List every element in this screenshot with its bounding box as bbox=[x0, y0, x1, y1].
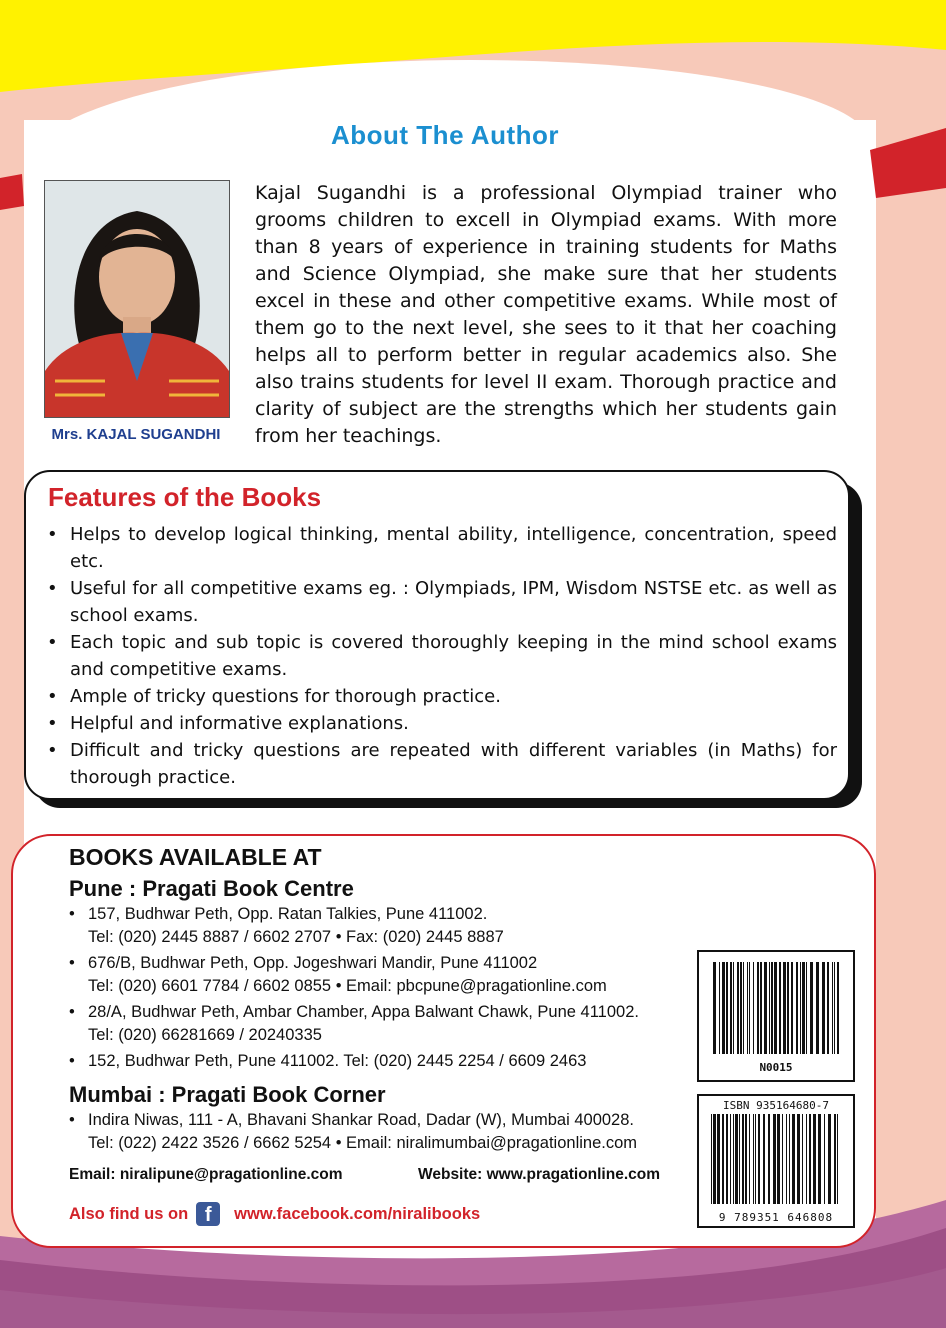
barcode-bar bbox=[722, 1114, 724, 1204]
barcode-bar bbox=[827, 962, 829, 1054]
feature-text: Each topic and sub topic is covered thoroughly keeping in the mind school exams and competitive exams. bbox=[70, 632, 837, 680]
barcode-bar bbox=[722, 962, 725, 1054]
barcode-bar bbox=[711, 1114, 712, 1204]
author-photo bbox=[44, 180, 230, 418]
feature-item bbox=[45, 710, 837, 737]
barcode-bar bbox=[730, 1114, 731, 1204]
isbn-label: ISBN 935164680-7 bbox=[723, 1099, 829, 1112]
barcode-bars bbox=[713, 962, 839, 1054]
isbn-digits: 9 789351 646808 bbox=[718, 1211, 834, 1224]
barcode-bar bbox=[713, 962, 716, 1054]
barcode-bar bbox=[802, 962, 805, 1054]
feature-text: Helpful and informative explanations. bbox=[70, 713, 409, 734]
about-author-title: About The Author bbox=[331, 120, 559, 150]
barcode-bar bbox=[760, 962, 762, 1054]
barcode-bar bbox=[783, 962, 786, 1054]
barcode-bar bbox=[726, 1114, 728, 1204]
barcode-bar bbox=[737, 962, 739, 1054]
barcode-bar bbox=[717, 1114, 720, 1204]
barcode-bar bbox=[755, 1114, 756, 1204]
barcode-bar bbox=[773, 1114, 776, 1204]
bullet-icon: • bbox=[69, 905, 75, 923]
barcode-bar bbox=[753, 1114, 754, 1204]
barcode-bar bbox=[774, 962, 777, 1054]
barcode-bar bbox=[768, 1114, 770, 1204]
feature-item bbox=[45, 629, 837, 683]
bullet-icon: • bbox=[47, 686, 58, 707]
barcode-bar bbox=[818, 1114, 821, 1204]
availability-heading: BOOKS AVAILABLE AT bbox=[69, 844, 322, 870]
bullet-icon: • bbox=[47, 713, 58, 734]
barcode-bar bbox=[758, 1114, 760, 1204]
feature-text: Helps to develop logical thinking, mental ability, intelligence, concentration, speed etc. bbox=[70, 524, 837, 572]
barcode-bar bbox=[837, 1114, 838, 1204]
pune-address-list bbox=[69, 903, 689, 1073]
barcode-bar bbox=[789, 1114, 790, 1204]
barcode-bar bbox=[733, 1114, 734, 1204]
barcode-bar bbox=[806, 1114, 807, 1204]
barcode-bar bbox=[832, 962, 833, 1054]
contact-email[interactable]: Email: niralipune@pragationline.com bbox=[69, 1166, 343, 1183]
feature-text: Difficult and tricky questions are repeated with different variables (in Maths) for thorough practice. bbox=[70, 740, 837, 788]
features-title: Features of the Books bbox=[48, 482, 322, 512]
feature-text: Useful for all competitive exams eg. : Olympiads, IPM, Wisdom NSTSE etc. as well as school exams. bbox=[70, 578, 837, 626]
feature-item bbox=[45, 521, 837, 575]
barcode-bar bbox=[764, 962, 767, 1054]
feature-text: Ample of tricky questions for thorough practice. bbox=[70, 686, 501, 707]
barcode-bar bbox=[834, 962, 835, 1054]
barcode-bar bbox=[757, 962, 759, 1054]
address-entry bbox=[69, 1050, 689, 1073]
address-phone: Tel: (020) 2445 8887 / 6602 2707 • Fax: (020) 2445 8887 bbox=[88, 928, 504, 946]
barcode-label: N0015 bbox=[759, 1061, 793, 1074]
address-line: 157, Budhwar Peth, Opp. Ratan Talkies, Pune 411002. bbox=[88, 905, 488, 923]
bullet-icon: • bbox=[69, 1111, 75, 1129]
barcode-bar bbox=[735, 1114, 738, 1204]
bullet-icon: • bbox=[47, 632, 58, 653]
contact-website[interactable]: Website: www.pragationline.com bbox=[418, 1166, 661, 1183]
address-entry bbox=[69, 952, 689, 998]
barcode-bar bbox=[753, 962, 754, 1054]
feature-item bbox=[45, 737, 837, 791]
barcode-bar bbox=[745, 1114, 747, 1204]
barcode-bars bbox=[711, 1114, 841, 1204]
bullet-icon: • bbox=[47, 740, 58, 761]
barcode-bar bbox=[828, 1114, 831, 1204]
barcode-bar bbox=[797, 1114, 800, 1204]
author-bio: Kajal Sugandhi is a professional Olympiad trainer who grooms children to excell in Olympiad exams. With more than 8 years of experience in training students for Maths and Science Olympiad, she make sure that her students excel in these and other competitive exams. While most of them go to the next level, she sees to it that her coaching helps all to perform better in regular academics also. She also trains students for level II exam. Thorough practice and clarity of subject are the strengths which her students gain from her teachings. bbox=[255, 182, 837, 447]
bullet-icon: • bbox=[69, 1003, 75, 1021]
barcode-bar bbox=[743, 962, 744, 1054]
barcode-bar bbox=[834, 1114, 836, 1204]
barcode-bar bbox=[806, 962, 807, 1054]
barcode-bar bbox=[792, 1114, 795, 1204]
barcode-bar bbox=[739, 1114, 740, 1204]
barcode-bar bbox=[719, 962, 720, 1054]
barcode-bar bbox=[777, 1114, 780, 1204]
address-entry bbox=[69, 1001, 689, 1047]
facebook-row bbox=[69, 1201, 480, 1227]
barcode-bar bbox=[809, 1114, 811, 1204]
barcode-bar bbox=[824, 1114, 825, 1204]
barcode-bar bbox=[769, 962, 770, 1054]
barcode-bar bbox=[810, 962, 813, 1054]
pune-store-title: Pune : Pragati Book Centre bbox=[69, 876, 354, 901]
facebook-prefix: Also find us on bbox=[69, 1204, 189, 1223]
barcode-bar bbox=[726, 962, 728, 1054]
facebook-icon[interactable]: f bbox=[196, 1202, 220, 1226]
address-line: 28/A, Budhwar Peth, Ambar Chamber, Appa Balwant Chawk, Pune 411002. bbox=[88, 1003, 639, 1021]
feature-item bbox=[45, 683, 837, 710]
barcode-bar bbox=[796, 962, 798, 1054]
barcode-bar bbox=[730, 962, 732, 1054]
address-line: Indira Niwas, 111 - A, Bhavani Shankar Road, Dadar (W), Mumbai 400028. bbox=[88, 1111, 634, 1129]
barcode-n0015 bbox=[697, 950, 855, 1082]
address-phone: Tel: (020) 66281669 / 20240335 bbox=[88, 1026, 322, 1044]
bullet-icon: • bbox=[69, 1052, 75, 1070]
barcode-bar bbox=[749, 962, 750, 1054]
bullet-icon: • bbox=[47, 578, 58, 599]
barcode-bar bbox=[782, 1114, 783, 1204]
bullet-icon: • bbox=[47, 524, 58, 545]
barcode-bar bbox=[813, 1114, 816, 1204]
barcode-bar bbox=[822, 962, 825, 1054]
isbn-barcode bbox=[697, 1094, 855, 1228]
barcode-bar bbox=[713, 1114, 716, 1204]
barcode-bar bbox=[787, 962, 789, 1054]
address-line: 676/B, Budhwar Peth, Opp. Jogeshwari Mandir, Pune 411002 bbox=[88, 954, 538, 972]
mumbai-address-list bbox=[69, 1109, 689, 1155]
address-phone: Tel: (020) 6601 7784 / 6602 0855 • Email: pbcpune@pragationline.com bbox=[88, 977, 607, 995]
address-phone: Tel: (022) 2422 3526 / 6662 5254 • Email: niralimumbai@pragationline.com bbox=[88, 1134, 638, 1152]
barcode-bar bbox=[779, 962, 781, 1054]
barcode-bar bbox=[800, 962, 801, 1054]
feature-item bbox=[45, 575, 837, 629]
facebook-link[interactable]: www.facebook.com/niralibooks bbox=[234, 1204, 481, 1223]
address-entry bbox=[69, 1109, 689, 1155]
barcode-bar bbox=[771, 962, 773, 1054]
barcode-bar bbox=[733, 962, 734, 1054]
barcode-bar bbox=[837, 962, 839, 1054]
author-photo-caption: Mrs. KAJAL SUGANDHI bbox=[51, 426, 221, 443]
barcode-bar bbox=[742, 1114, 744, 1204]
barcode-bar bbox=[740, 962, 742, 1054]
address-entry bbox=[69, 903, 689, 949]
bullet-icon: • bbox=[69, 954, 75, 972]
barcode-bar bbox=[816, 962, 819, 1054]
barcode-bar bbox=[786, 1114, 787, 1204]
barcode-bar bbox=[763, 1114, 765, 1204]
barcode-bar bbox=[747, 962, 748, 1054]
barcode-bar bbox=[749, 1114, 750, 1204]
barcode-bar bbox=[791, 962, 793, 1054]
barcode-bar bbox=[802, 1114, 803, 1204]
mumbai-store-title: Mumbai : Pragati Book Corner bbox=[69, 1082, 386, 1107]
address-line: 152, Budhwar Peth, Pune 411002. Tel: (020) 2445 2254 / 6609 2463 bbox=[88, 1052, 587, 1070]
features-list bbox=[45, 521, 837, 791]
